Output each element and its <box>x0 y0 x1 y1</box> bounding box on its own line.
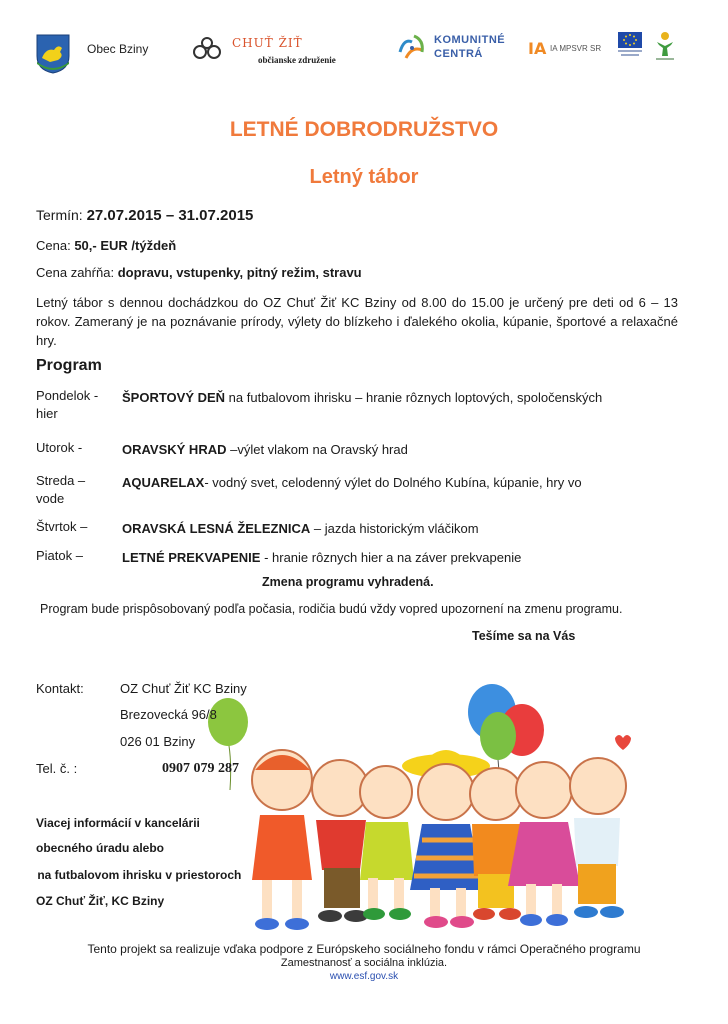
program-desc: - hranie rôznych hier a na záver prekvapenie <box>260 550 522 565</box>
zahrna-row <box>36 264 362 282</box>
program-title: AQUARELAX <box>122 475 205 490</box>
info-line-2: obecného úradu alebo <box>36 841 165 855</box>
program-activity <box>122 519 678 538</box>
program-title: LETNÉ PREKVAPENIE <box>122 550 261 565</box>
termin-label: Termín: <box>36 207 83 223</box>
program-activity <box>122 440 678 459</box>
info-line-3: na futbalovom ihrisku v priestoroch <box>34 868 242 882</box>
page-subtitle: Letný tábor <box>309 166 419 188</box>
kc-line1: KOMUNITNÉ <box>434 34 506 46</box>
program-change-note: Zmena programu vyhradená. <box>262 575 434 589</box>
chut-zit-name: CHUŤ ŽIŤ <box>232 36 303 50</box>
program-day: Streda – <box>36 473 86 488</box>
cena-value: 50,- EUR /týždeň <box>74 238 177 253</box>
kid-1 <box>252 750 312 930</box>
program-desc: –výlet vlakom na Oravský hrad <box>226 442 408 457</box>
page-title: LETNÉ DOBRODRUŽSTVO <box>229 118 499 141</box>
phone-number: 0907 079 287 <box>162 761 239 776</box>
program-day: Pondelok - <box>36 388 99 403</box>
cena-row <box>36 237 176 255</box>
program-title: ORAVSKÝ HRAD <box>122 442 227 457</box>
program-day: Piatok – <box>36 548 83 563</box>
footer-url[interactable]: www.esf.gov.sk <box>329 971 399 981</box>
program-activity <box>122 473 678 492</box>
employment-figure-icon <box>654 30 676 67</box>
footer-line-2: Zamestnanosť a sociálna inklúzia. <box>280 957 448 969</box>
contact-line-3: 026 01 Bziny <box>120 734 196 749</box>
program-activity <box>122 388 678 407</box>
info-line-1: Viacej informácií v kancelárii <box>36 816 200 830</box>
chut-zit-spiral-icon <box>192 36 224 67</box>
intro-paragraph: Letný tábor s dennou dochádzkou do OZ Chuť Žiť KC Bziny od 8.00 do 15.00 je určený pre deti od 6 – 13 rokov. Zameraný je na poznávanie prírody, výlety do blízkeho i ďalekého okolia, kúpanie, športové a relaxačné hry. <box>36 295 678 348</box>
program-day: Utorok - <box>36 440 83 455</box>
weather-note: Program bude prispôsobovaný podľa počasia, rodičia budú vždy vopred upozornení na zmenu programu. <box>40 602 623 616</box>
termin-row <box>36 206 253 225</box>
program-desc: na futbalovom ihrisku – hranie rôznych loptových, spoločenských <box>225 390 603 405</box>
ia-mpsvr-label: IA MPSVR SR <box>550 44 602 53</box>
program-cont: hier <box>36 406 58 421</box>
kid-7 <box>570 758 626 918</box>
phone-label: Tel. č. : <box>36 761 78 776</box>
zahrna-value: dopravu, vstupenky, pitný režim, stravu <box>117 265 362 280</box>
obec-label: Obec Bziny <box>87 42 149 56</box>
program-heading: Program <box>36 357 102 374</box>
komunitne-centra-label <box>434 33 505 61</box>
footer-line-1: Tento projekt sa realizuje vďaka podpore z Európskeho sociálneho fondu v rámci Operačného programu <box>87 942 641 956</box>
chut-zit-subtitle: občianske združenie <box>258 55 336 65</box>
contact-line-2: Brezovecká 96/8 <box>120 707 217 722</box>
program-title: ORAVSKÁ LESNÁ ŽELEZNICA <box>122 521 311 536</box>
program-day: Štvrtok – <box>36 519 88 534</box>
program-activity <box>122 548 678 567</box>
termin-value: 27.07.2015 – 31.07.2015 <box>86 207 254 224</box>
eu-flag-icon <box>618 32 642 65</box>
program-title: ŠPORTOVÝ DEŇ <box>122 390 226 405</box>
kid-3 <box>360 766 414 920</box>
info-line-4: OZ Chuť Žiť, KC Bziny <box>36 894 165 908</box>
kid-2 <box>312 760 368 922</box>
children-illustration <box>200 680 660 950</box>
contact-line-1: OZ Chuť Žiť KC Bziny <box>120 681 247 696</box>
closing-greeting: Tešíme sa na Vás <box>472 629 576 643</box>
cena-label: Cena: <box>36 238 71 253</box>
zahrna-label: Cena zahŕňa: <box>36 265 115 280</box>
svg-text:IA: IA <box>528 39 547 58</box>
program-desc: - vodný svet, celodenný výlet do Dolného Kubína, kúpanie, hry vo <box>204 475 582 490</box>
program-desc: – jazda historickým vláčikom <box>310 521 479 536</box>
program-cont: vode <box>36 491 65 506</box>
contact-label: Kontakt: <box>36 681 84 696</box>
kid-5 <box>470 768 522 920</box>
bziny-coat-of-arms-icon <box>36 34 70 79</box>
kc-line2: CENTRÁ <box>434 48 483 60</box>
komunitne-centra-icon <box>396 32 428 69</box>
ia-mpsvr-icon <box>528 38 548 63</box>
